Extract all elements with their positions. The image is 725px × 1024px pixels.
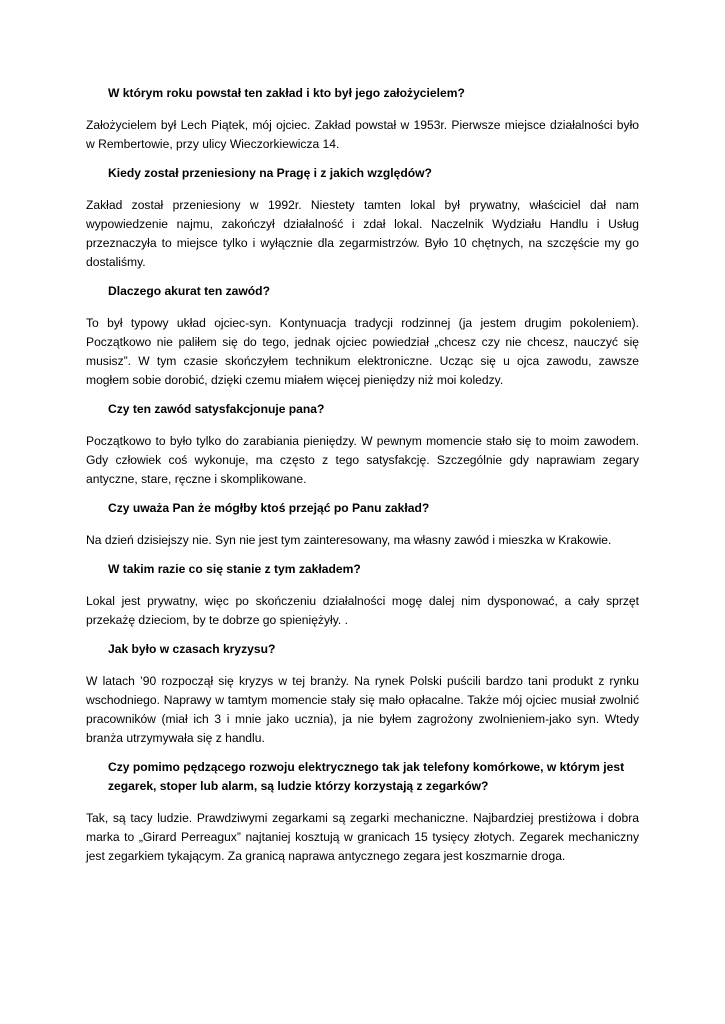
answer-paragraph: W latach ’90 rozpoczął się kryzys w tej branży. Na rynek Polski puścili bardzo tani produkt z rynku wschodniego. Naprawy w tamtym momencie stały się mało opłacalne. Także mój ojciec musiał zwolnić pracowników (miał ich 3 i mnie jako ucznia), ja nie byłem zagrożony zwolnieniem-jako syn. Wtedy branża utrzymywała się z handlu. xyxy=(86,674,639,745)
question-heading: Czy ten zawód satysfakcjonuje pana? xyxy=(108,402,325,416)
qa-block-profession xyxy=(86,282,639,390)
qa-block-satisfaction xyxy=(86,400,639,489)
question-heading: Jak było w czasach kryzysu? xyxy=(108,642,276,656)
question-heading: Kiedy został przeniesiony na Pragę i z jakich względów? xyxy=(108,166,432,180)
qa-block-future xyxy=(86,560,639,630)
question-heading: Dlaczego akurat ten zawód? xyxy=(108,284,270,298)
answer-paragraph: Lokal jest prywatny, więc po skończeniu działalności mogę dalej nim dysponować, a cały sprzęt przekażę dzieciom, by te dobrze go spieniężyły. . xyxy=(86,594,639,627)
answer-paragraph: Początkowo to było tylko do zarabiania pieniędzy. W pewnym momencie stało się to moim zawodem. Gdy człowiek coś wykonuje, ma często z tego satysfakcję. Szczególnie gdy naprawiam zegary antyczne, stare, ręczne i skomplikowane. xyxy=(86,434,639,486)
qa-block-founding xyxy=(86,84,639,154)
question-heading: W którym roku powstał ten zakład i kto był jego założycielem? xyxy=(108,86,465,100)
answer-paragraph: To był typowy układ ojciec-syn. Kontynuacja tradycji rodzinnej (ja jestem drugim pokoleniem). Początkowo nie paliłem się do tego, jednak ojciec powiedział „chcesz czy nie chcesz, nauczyć się musisz”. W tym czasie skończyłem technikum elektroniczne. Ucząc się u ojca zawodu, zawsze mogłem sobie dorobić, dzięki czemu miałem więcej pieniędzy niż moi koledzy. xyxy=(86,316,639,387)
answer-paragraph: Zakład został przeniesiony w 1992r. Niestety tamten lokal był prywatny, właściciel dał nam wypowiedzenie najmu, zakończył działalność i zdał lokal. Naczelnik Wydziału Handlu i Usług przeznaczyła to miejsce tylko i wyłącznie dla zegarmistrzów. Było 10 chętnych, na szczęście my go dostaliśmy. xyxy=(86,198,639,269)
qa-block-watches-today xyxy=(86,758,639,866)
question-heading: Czy pomimo pędzącego rozwoju elektrycznego tak jak telefony komórkowe, w którym jest zegarek, stoper lub alarm, są ludzie którzy korzystają z zegarków? xyxy=(108,760,625,793)
answer-paragraph: Tak, są tacy ludzie. Prawdziwymi zegarkami są zegarki mechaniczne. Najbardziej prestiżowa i dobra marka to „Girard Perreagux” najtaniej kosztują w granicach 15 tysięcy złotych. Zegarek mechaniczny jest zegarkiem tykającym. Za granicą naprawa antycznego zegara jest koszmarnie droga. xyxy=(86,811,639,863)
question-heading: W takim razie co się stanie z tym zakładem? xyxy=(108,562,361,576)
qa-block-relocation xyxy=(86,164,639,272)
document-page xyxy=(86,84,639,876)
qa-block-succession xyxy=(86,499,639,550)
qa-block-crisis xyxy=(86,640,639,748)
answer-paragraph: Założycielem był Lech Piątek, mój ojciec. Zakład powstał w 1953r. Pierwsze miejsce działalności było w Rembertowie, przy ulicy Wieczorkiewicza 14. xyxy=(86,118,639,151)
question-heading: Czy uważa Pan że mógłby ktoś przejąć po Panu zakład? xyxy=(108,501,430,515)
answer-paragraph: Na dzień dzisiejszy nie. Syn nie jest tym zainteresowany, ma własny zawód i mieszka w Krakowie. xyxy=(86,533,612,547)
